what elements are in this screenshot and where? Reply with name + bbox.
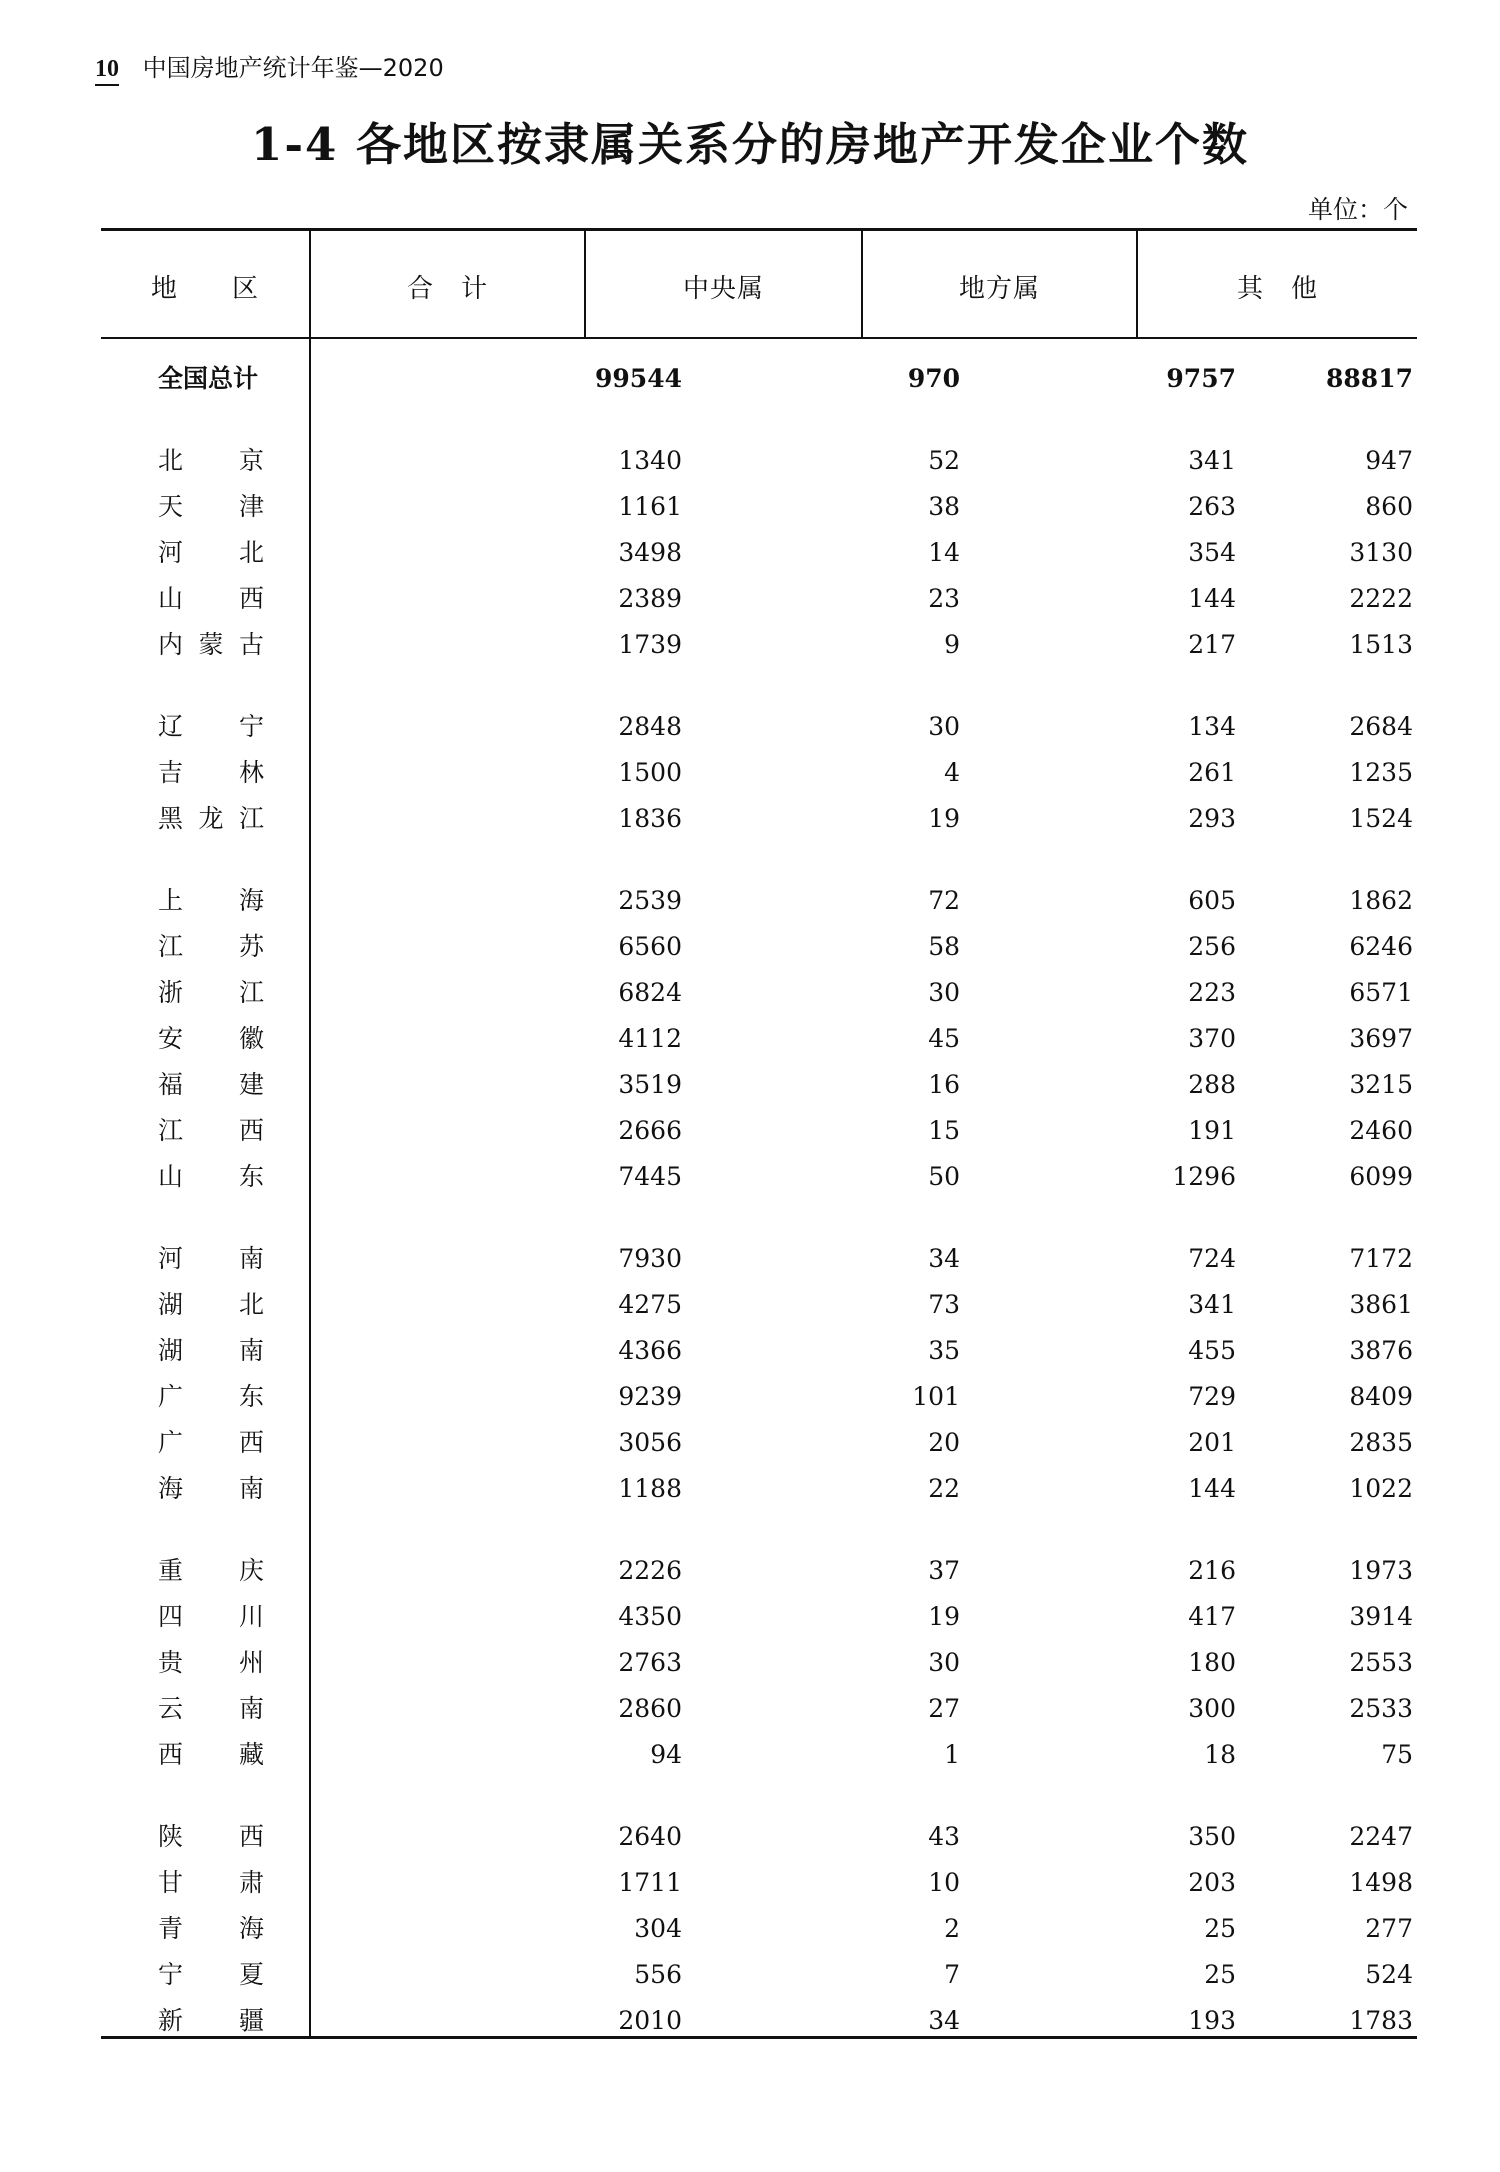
book-title: 中国房地产统计年鉴—2020 xyxy=(142,54,444,82)
region-name: 黑龙江 xyxy=(158,804,264,833)
cell-total: 2666 xyxy=(618,1116,682,1145)
region-name: 新疆 xyxy=(158,2006,264,2035)
cell-total: 6824 xyxy=(618,978,682,1007)
cell-central: 37 xyxy=(928,1556,960,1585)
cell-central: 101 xyxy=(912,1382,960,1411)
table-row xyxy=(101,1328,1417,1374)
region-name: 湖北 xyxy=(158,1290,264,1319)
cell-total: 1500 xyxy=(618,758,682,787)
cell-total: 3519 xyxy=(618,1070,682,1099)
table-row xyxy=(101,1860,1417,1906)
cell-other: 3697 xyxy=(1349,1024,1413,1053)
cell-central: 1 xyxy=(944,1740,960,1769)
cell-local: 134 xyxy=(1188,712,1236,741)
cell-total: 1161 xyxy=(618,492,682,521)
cell-other: 6571 xyxy=(1349,978,1413,1007)
cell-central: 20 xyxy=(928,1428,960,1457)
header-bottom-rule xyxy=(101,337,1417,339)
region-name: 陕西 xyxy=(158,1822,264,1851)
cell-other: 277 xyxy=(1365,1914,1413,1943)
cell-other: 3130 xyxy=(1349,538,1413,567)
cell-local: 455 xyxy=(1188,1336,1236,1365)
cell-total: 2226 xyxy=(618,1556,682,1585)
column-header-central: 中央属 xyxy=(682,274,764,304)
cell-central: 58 xyxy=(928,932,960,961)
region-name: 河南 xyxy=(158,1244,264,1273)
table-row xyxy=(101,924,1417,970)
region-name: 福建 xyxy=(158,1070,264,1099)
region-name: 北京 xyxy=(158,446,264,475)
cell-local: 341 xyxy=(1188,446,1236,475)
region-name: 安徽 xyxy=(158,1024,264,1053)
cell-local: 25 xyxy=(1204,1914,1236,1943)
cell-central: 30 xyxy=(928,712,960,741)
column-header-total: 合 计 xyxy=(406,274,488,304)
cell-central: 34 xyxy=(928,2006,960,2035)
cell-total: 3056 xyxy=(618,1428,682,1457)
region-name: 湖南 xyxy=(158,1336,264,1365)
cell-local: 288 xyxy=(1188,1070,1236,1099)
cell-local: 300 xyxy=(1188,1694,1236,1723)
cell-central: 16 xyxy=(928,1070,960,1099)
cell-local: 201 xyxy=(1188,1428,1236,1457)
cell-other: 947 xyxy=(1365,446,1413,475)
cell-other: 2533 xyxy=(1349,1694,1413,1723)
cell-other: 3215 xyxy=(1349,1070,1413,1099)
cell-central: 34 xyxy=(928,1244,960,1273)
cell-local: 724 xyxy=(1188,1244,1236,1273)
cell-other: 3914 xyxy=(1349,1602,1413,1631)
cell-local: 144 xyxy=(1188,1474,1236,1503)
table-row xyxy=(101,1952,1417,1998)
table-body xyxy=(101,356,1417,2044)
cell-local: 9757 xyxy=(1166,364,1236,393)
cell-local: 1296 xyxy=(1172,1162,1236,1191)
region-name: 青海 xyxy=(158,1914,264,1943)
table-row xyxy=(101,796,1417,842)
cell-central: 10 xyxy=(928,1868,960,1897)
table-top-rule xyxy=(101,228,1417,231)
table-row xyxy=(101,1998,1417,2044)
cell-other: 2460 xyxy=(1349,1116,1413,1145)
cell-central: 30 xyxy=(928,1648,960,1677)
cell-other: 88817 xyxy=(1326,364,1413,393)
cell-central: 52 xyxy=(928,446,960,475)
region-name: 山东 xyxy=(158,1162,264,1191)
cell-total: 2539 xyxy=(618,886,682,915)
cell-local: 263 xyxy=(1188,492,1236,521)
cell-local: 341 xyxy=(1188,1290,1236,1319)
table-row xyxy=(101,1420,1417,1466)
region-name: 上海 xyxy=(158,886,264,915)
table-row xyxy=(101,1374,1417,1420)
cell-other: 1513 xyxy=(1349,630,1413,659)
cell-central: 23 xyxy=(928,584,960,613)
cell-central: 35 xyxy=(928,1336,960,1365)
region-name: 山西 xyxy=(158,584,264,613)
table-row xyxy=(101,1732,1417,1778)
cell-central: 72 xyxy=(928,886,960,915)
cell-other: 860 xyxy=(1365,492,1413,521)
cell-local: 729 xyxy=(1188,1382,1236,1411)
cell-central: 7 xyxy=(944,1960,960,1989)
table-row xyxy=(101,1686,1417,1732)
cell-local: 191 xyxy=(1188,1116,1236,1145)
table-row xyxy=(101,576,1417,622)
table-row xyxy=(101,1016,1417,1062)
cell-local: 354 xyxy=(1188,538,1236,567)
table-row xyxy=(101,438,1417,484)
cell-total: 6560 xyxy=(618,932,682,961)
cell-total: 2763 xyxy=(618,1648,682,1677)
cell-total: 94 xyxy=(650,1740,682,1769)
table-row xyxy=(101,970,1417,1016)
region-name: 全国总计 xyxy=(158,364,259,393)
table-row xyxy=(101,750,1417,796)
region-name: 广西 xyxy=(158,1428,264,1457)
table-row xyxy=(101,1466,1417,1512)
cell-other: 7172 xyxy=(1349,1244,1413,1273)
table-row xyxy=(101,1236,1417,1282)
cell-central: 30 xyxy=(928,978,960,1007)
cell-total: 1711 xyxy=(618,1868,682,1897)
cell-other: 2553 xyxy=(1349,1648,1413,1677)
cell-other: 8409 xyxy=(1349,1382,1413,1411)
cell-central: 970 xyxy=(907,364,960,393)
cell-central: 38 xyxy=(928,492,960,521)
cell-local: 193 xyxy=(1188,2006,1236,2035)
region-name: 云南 xyxy=(158,1694,264,1723)
cell-total: 2640 xyxy=(618,1822,682,1851)
cell-total: 99544 xyxy=(595,364,682,393)
cell-total: 2010 xyxy=(618,2006,682,2035)
cell-local: 417 xyxy=(1188,1602,1236,1631)
table-title: 1-4 各地区按隶属关系分的房地产开发企业个数 xyxy=(251,118,1249,171)
cell-other: 3861 xyxy=(1349,1290,1413,1319)
region-name: 浙江 xyxy=(158,978,264,1007)
region-name: 内蒙古 xyxy=(158,630,264,659)
cell-central: 14 xyxy=(928,538,960,567)
cell-total: 1340 xyxy=(618,446,682,475)
cell-local: 293 xyxy=(1188,804,1236,833)
region-name: 四川 xyxy=(158,1602,264,1631)
table-row xyxy=(101,530,1417,576)
cell-other: 6099 xyxy=(1349,1162,1413,1191)
table-row xyxy=(101,878,1417,924)
region-name: 天津 xyxy=(158,492,264,521)
table-row xyxy=(101,622,1417,668)
cell-total: 1739 xyxy=(618,630,682,659)
table-row xyxy=(101,1548,1417,1594)
cell-central: 73 xyxy=(928,1290,960,1319)
table-row xyxy=(101,1282,1417,1328)
table-row-national-total xyxy=(101,356,1417,402)
region-name: 吉林 xyxy=(158,758,264,787)
region-name: 广东 xyxy=(158,1382,264,1411)
cell-local: 203 xyxy=(1188,1868,1236,1897)
table-row xyxy=(101,1814,1417,1860)
cell-other: 1973 xyxy=(1349,1556,1413,1585)
cell-local: 605 xyxy=(1188,886,1236,915)
cell-total: 9239 xyxy=(618,1382,682,1411)
region-name: 甘肃 xyxy=(158,1868,264,1897)
region-name: 江西 xyxy=(158,1116,264,1145)
table-row xyxy=(101,1640,1417,1686)
cell-total: 4350 xyxy=(618,1602,682,1631)
cell-total: 556 xyxy=(634,1960,682,1989)
table-row xyxy=(101,1062,1417,1108)
cell-local: 144 xyxy=(1188,584,1236,613)
table-row xyxy=(101,1594,1417,1640)
region-name: 辽宁 xyxy=(158,712,264,741)
cell-other: 1862 xyxy=(1349,886,1413,915)
column-header-other: 其 他 xyxy=(1236,274,1318,304)
cell-local: 261 xyxy=(1188,758,1236,787)
cell-central: 9 xyxy=(944,630,960,659)
region-name: 海南 xyxy=(158,1474,264,1503)
cell-central: 43 xyxy=(928,1822,960,1851)
table-row xyxy=(101,1154,1417,1200)
cell-total: 4366 xyxy=(618,1336,682,1365)
cell-central: 4 xyxy=(944,758,960,787)
cell-other: 3876 xyxy=(1349,1336,1413,1365)
region-name: 西藏 xyxy=(158,1740,264,1769)
region-name: 贵州 xyxy=(158,1648,264,1677)
cell-local: 217 xyxy=(1188,630,1236,659)
cell-central: 45 xyxy=(928,1024,960,1053)
cell-other: 1783 xyxy=(1349,2006,1413,2035)
cell-total: 2389 xyxy=(618,584,682,613)
cell-other: 1498 xyxy=(1349,1868,1413,1897)
cell-total: 2848 xyxy=(618,712,682,741)
cell-central: 22 xyxy=(928,1474,960,1503)
cell-other: 524 xyxy=(1365,1960,1413,1989)
column-header-region: 地 区 xyxy=(150,274,259,304)
cell-other: 1524 xyxy=(1349,804,1413,833)
cell-other: 2684 xyxy=(1349,712,1413,741)
cell-total: 304 xyxy=(634,1914,682,1943)
page-number: 10 xyxy=(95,56,119,86)
cell-total: 2860 xyxy=(618,1694,682,1723)
cell-other: 1235 xyxy=(1349,758,1413,787)
cell-total: 4112 xyxy=(618,1024,682,1053)
region-name: 江苏 xyxy=(158,932,264,961)
cell-central: 2 xyxy=(944,1914,960,1943)
cell-central: 19 xyxy=(928,1602,960,1631)
cell-local: 256 xyxy=(1188,932,1236,961)
cell-other: 2835 xyxy=(1349,1428,1413,1457)
cell-local: 18 xyxy=(1204,1740,1236,1769)
cell-other: 1022 xyxy=(1349,1474,1413,1503)
running-header xyxy=(95,48,444,83)
column-header-local: 地方属 xyxy=(958,274,1040,304)
cell-total: 1836 xyxy=(618,804,682,833)
region-name: 重庆 xyxy=(158,1556,264,1585)
cell-central: 19 xyxy=(928,804,960,833)
table-row xyxy=(101,1906,1417,1952)
cell-local: 180 xyxy=(1188,1648,1236,1677)
cell-local: 223 xyxy=(1188,978,1236,1007)
cell-total: 7445 xyxy=(618,1162,682,1191)
table-row xyxy=(101,1108,1417,1154)
cell-total: 4275 xyxy=(618,1290,682,1319)
cell-central: 15 xyxy=(928,1116,960,1145)
cell-central: 27 xyxy=(928,1694,960,1723)
cell-local: 216 xyxy=(1188,1556,1236,1585)
cell-local: 350 xyxy=(1188,1822,1236,1851)
cell-central: 50 xyxy=(928,1162,960,1191)
cell-other: 75 xyxy=(1381,1740,1413,1769)
cell-total: 7930 xyxy=(618,1244,682,1273)
region-name: 宁夏 xyxy=(158,1960,264,1989)
cell-total: 1188 xyxy=(618,1474,682,1503)
cell-local: 370 xyxy=(1188,1024,1236,1053)
unit-label: 单位：个 xyxy=(1307,195,1408,224)
cell-other: 6246 xyxy=(1349,932,1413,961)
region-name: 河北 xyxy=(158,538,264,567)
cell-other: 2247 xyxy=(1349,1822,1413,1851)
cell-total: 3498 xyxy=(618,538,682,567)
cell-other: 2222 xyxy=(1349,584,1413,613)
cell-local: 25 xyxy=(1204,1960,1236,1989)
table-row xyxy=(101,704,1417,750)
table-row xyxy=(101,484,1417,530)
